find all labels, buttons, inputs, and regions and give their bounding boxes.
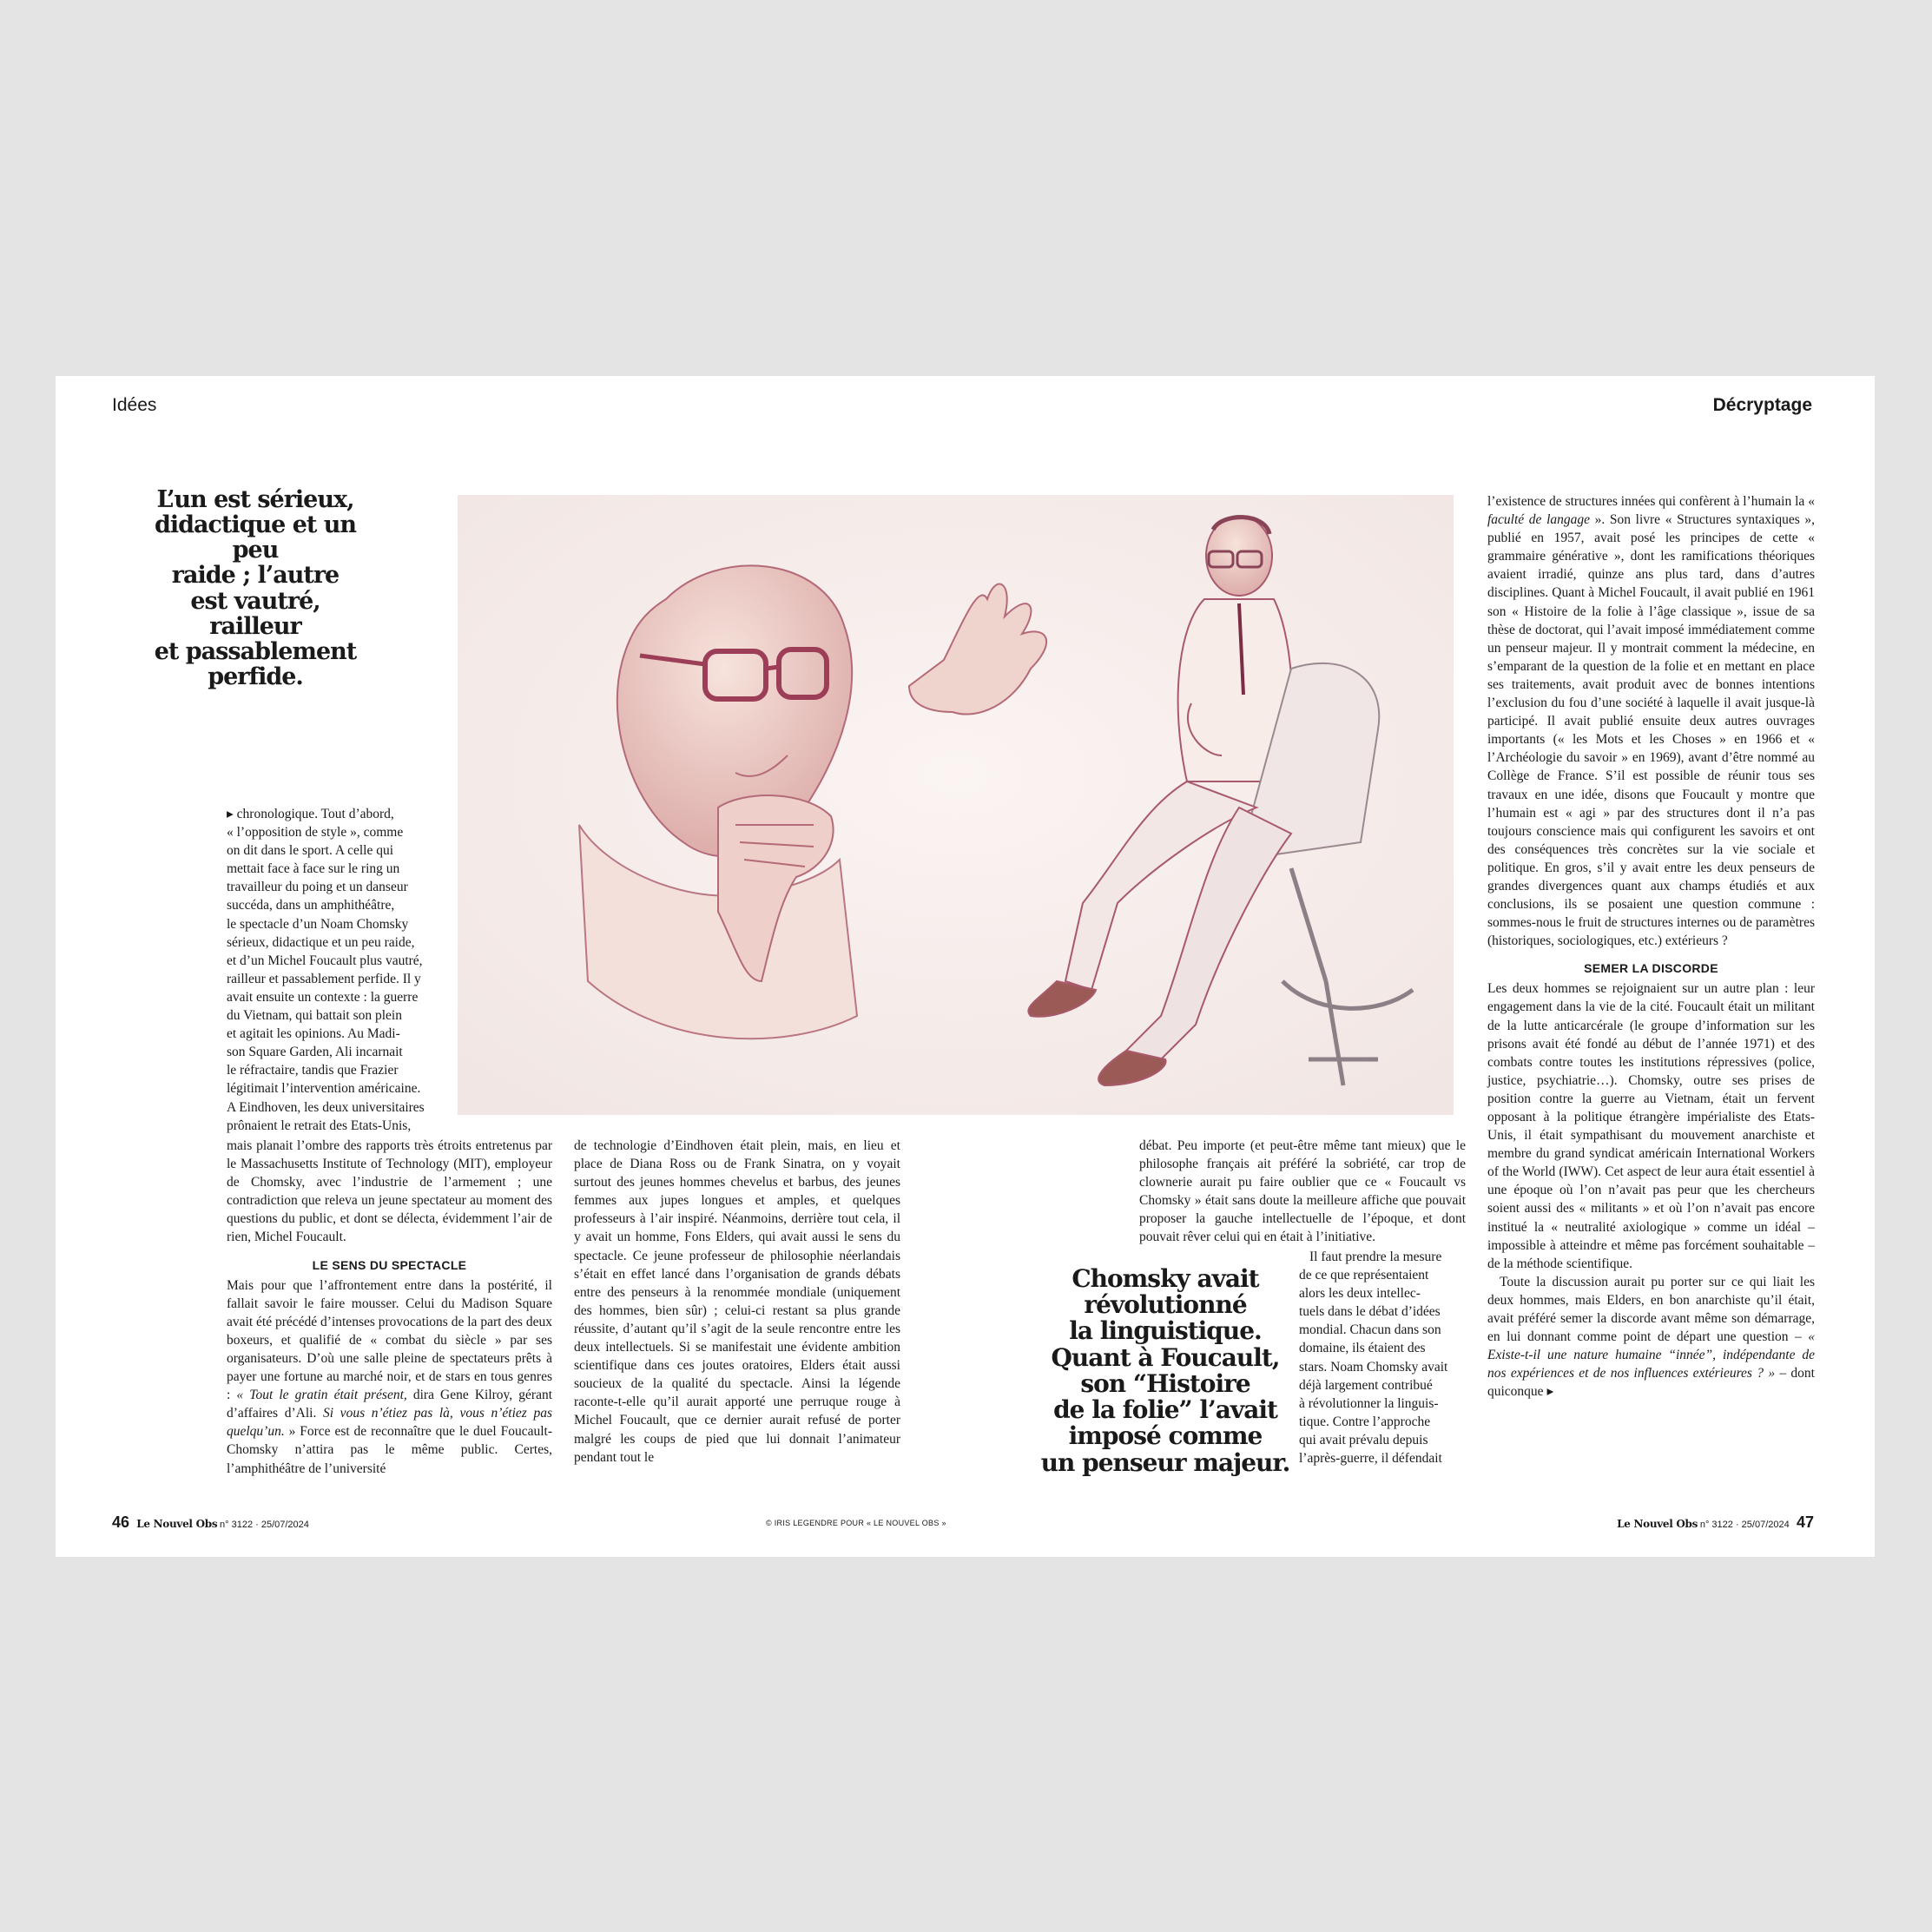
folio-right (1617, 1513, 1814, 1532)
magazine-name-left: Le Nouvel Obs (136, 1518, 218, 1530)
issue-info-left: n° 3122 · 25/07/2024 (220, 1520, 309, 1530)
pull-quote-bottom: Chomsky avait révolutionné la linguistique. Quant à Foucault, son “Histoire de la folie” l’avait imposé comme un penseur majeur. (1040, 1264, 1290, 1477)
folio-left (112, 1513, 309, 1532)
article-column-4: l’existence de structures innées qui confèrent à l’humain la « faculté de langage ». Son livre « Structures syntaxiques », publié en 1957, avait posé les principes de cette « grammaire générative », dont les ramifications théoriques avaient irradié, quinze ans plus tard, dans d’autres disciplines. Quant à Michel Foucault, il avait publié en 1961 son « Histoire de la folie à l’âge classique », issue de sa thèse de doctorat, qui l’avait imposé immédiatement comme un penseur majeur. Il y montrait comment la médecine, en s’emparant de la question de la folie et en mettant en place ses traitements, avait produit avec de bonnes intentions l’exclusion du fou d’une société à laquelle il avait jusque-là participé. Il avait publié ensuite deux autres ouvrages importants (« les Mots et les Choses » en 1966 et « l’Archéologie du savoir » en 1969), avant d’être nommé au Collège de France. S’il est possible de réunir tous ses travaux en une idée, disons que Foucault y montre que l’humain est « agi » par des structures dont il n’a pas toujours conscience mais qui configurent les savoirs et ont des conséquences très concrètes sur la vie sociale et politique. En gros, s’il y avait entre les deux penseurs de grandes divergences quant aux champs étudiés et aux conclusions, ils se posaient une question commune : sommes-nous le fruit de structures internes ou de paramètres (historiques, sociologiques, etc.) extérieurs ? SEMER LA DISCORDE Les deux hommes se rejoignaient sur un autre plan : leur engagement dans la vie de la cité. Foucault était un militant de la lutte anticarcérale (le groupe d’information sur les prisons avait été fondé au début de l’année 1971) et des combats contre toutes les institutions répressives (police, justice, psychiatrie…). Chomsky, outre ses prises de position contre la guerre au Vietnam, était un fervent opposant à la politique étrangère impérialiste des Etats-Unis, il était sympathisant du mouvement anarchiste et membre du grand syndicat américain International Workers of the World (IWW). Cet aspect de leur aura était essentiel à une époque où l’on n’avait pas peur que les chercheurs soient aussi des « militants » et où l’on n’avait pas encore institué la « neutralité axiologique » comme un idéal – impossible à atteindre et même pas forcément souhaitable – de la méthode scientifique. Toute la discussion aurait pu porter sur ce qui liait les deux hommes, mais Elders, en bon anarchiste qu’il était, avait préféré semer la discorde avant même son démarrage, en lui donnant comme point de départ une question – « Existe-t-il une nature humaine “innée”, indépendante de nos expériences et de nos influences extérieures ? » – dont quiconque ▸ (1487, 494, 1815, 1400)
magazine-name-right: Le Nouvel Obs (1617, 1518, 1698, 1530)
article-column-3-narrow: Il faut prendre la mesure de ce que représentaient alors les deux intellec- tuels dans le débat d’idées mondial. Chacun dans son domaine, ils étaient des stars. Noam Chomsky avait déjà largement contribué à révolutionner la linguis- tique. Contre l’approche qui avait prévalu depuis l’après-guerre, il défendait (1299, 1250, 1448, 1467)
article-column-1-narrow: ▸ chronologique. Tout d’abord, « l’opposition de style », comme on dit dans le sport. A celle qui mettait face à face sur le ring un travailleur du poing et un danseur succéda, dans un amphithéâtre, le spectacle d’un Noam Chomsky sérieux, didactique et un peu raide, et d’un Michel Foucault plus vautré, railleur et passablement perfide. Il y avait ensuite un contexte : la guerre du Vietnam, qui battait son plein et agitait les opinions. Au Madi- son Square Garden, Ali incarnait le réfractaire, tandis que Frazier légitimait l’intervention américaine. A Eindhoven, les deux universitaires prônaient le retrait des Etats-Unis, (227, 807, 425, 1133)
page-number-right: 47 (1796, 1513, 1814, 1531)
magazine-spread (56, 376, 1875, 1557)
article-column-2: de technologie d’Eindhoven était plein, mais, en lieu et place de Diana Ross ou de Frank Sinatra, on y voyait surtout des jeunes hommes chevelus et barbus, des jeunes femmes aux jupes longues et amples, et quelques professeurs à l’air inspiré. Néanmoins, derrière tout cela, il y avait un homme, Fons Elders, qui avait aussi le sens du spectacle. Ce jeune professeur de philosophie néerlandais s’était en effet lancé dans l’organisation de grands débats entre des penseurs à la renommée mondiale (uniquement des hommes, bien sûr) ; celui-ci restant sa plus grande réussite, d’autant qu’il s’agit de la seule rencontre entre les deux intellectuels. Si se manifestait une évidente ambition scientifique dans ces joutes oratoires, Elders était aussi soucieux de la qualité du spectacle. Ainsi la légende raconte-t-elle qu’il aurait apporté une perruque rouge à Michel Foucault, que ce dernier aurait refusé de porter malgré les coups de pied que lui donnait l’animateur pendant tout le (574, 1138, 900, 1465)
page-number-left: 46 (112, 1513, 130, 1531)
issue-info-right: n° 3122 · 25/07/2024 (1699, 1520, 1790, 1530)
subheading-semer-la-discorde: SEMER LA DISCORDE (1584, 961, 1718, 976)
article-column-1: mais planait l’ombre des rapports très étroits entretenus par le Massachusetts Institute of Technology (MIT), employeur de Chomsky, avec l’industrie de l’armement ; une contradiction que releva un jeune spectateur au moment des questions du public, et dont se délecta, évidemment l’air de rien, Michel Foucault. LE SENS DU SPECTACLE Mais pour que l’affrontement entre dans la postérité, il fallait savoir le faire mousser. Celui du Madison Square avait été précédé d’intenses provocations de la part des deux boxeurs, et qualifié de « combat du siècle » par ses organisateurs. D’où une salle pleine de spectateurs prêts à payer une fortune au marché noir, et de stars en tous genres : « Tout le gratin était présent, dira Gene Kilroy, gérant d’affaires d’Ali. Si vous n’étiez pas là, vous n’étiez pas quelqu’un. » Force est de reconnaître que le duel Foucault-Chomsky n’attira pas le même public. Certes, l’amphithéâtre de l’université (227, 1138, 552, 1476)
article-column-3-top: débat. Peu importe (et peut-être même tant mieux) que le philosophe français ait préféré la sobriété, car trop de clownerie aurait pu faire oublier que ce « Foucault vs Chomsky » était sans doute la meilleure affiche que pouvait proposer la gauche intellectuelle de l’époque, et dont pouvait rêver celui qui en était à l’initiative. (1139, 1138, 1466, 1245)
illustration-foucault-chomsky (458, 495, 1454, 1115)
pull-quote-top: L’un est sérieux, didactique et un peu raide ; l’autre est vautré, railleur et passablement perfide. (154, 486, 357, 691)
section-rubric-left: Idées (112, 395, 157, 415)
section-rubric-right: Décryptage (1712, 395, 1812, 415)
subheading-sens-du-spectacle: LE SENS DU SPECTACLE (312, 1257, 467, 1272)
illustration-credit: © IRIS LEGENDRE POUR « LE NOUVEL OBS » (766, 1519, 946, 1527)
